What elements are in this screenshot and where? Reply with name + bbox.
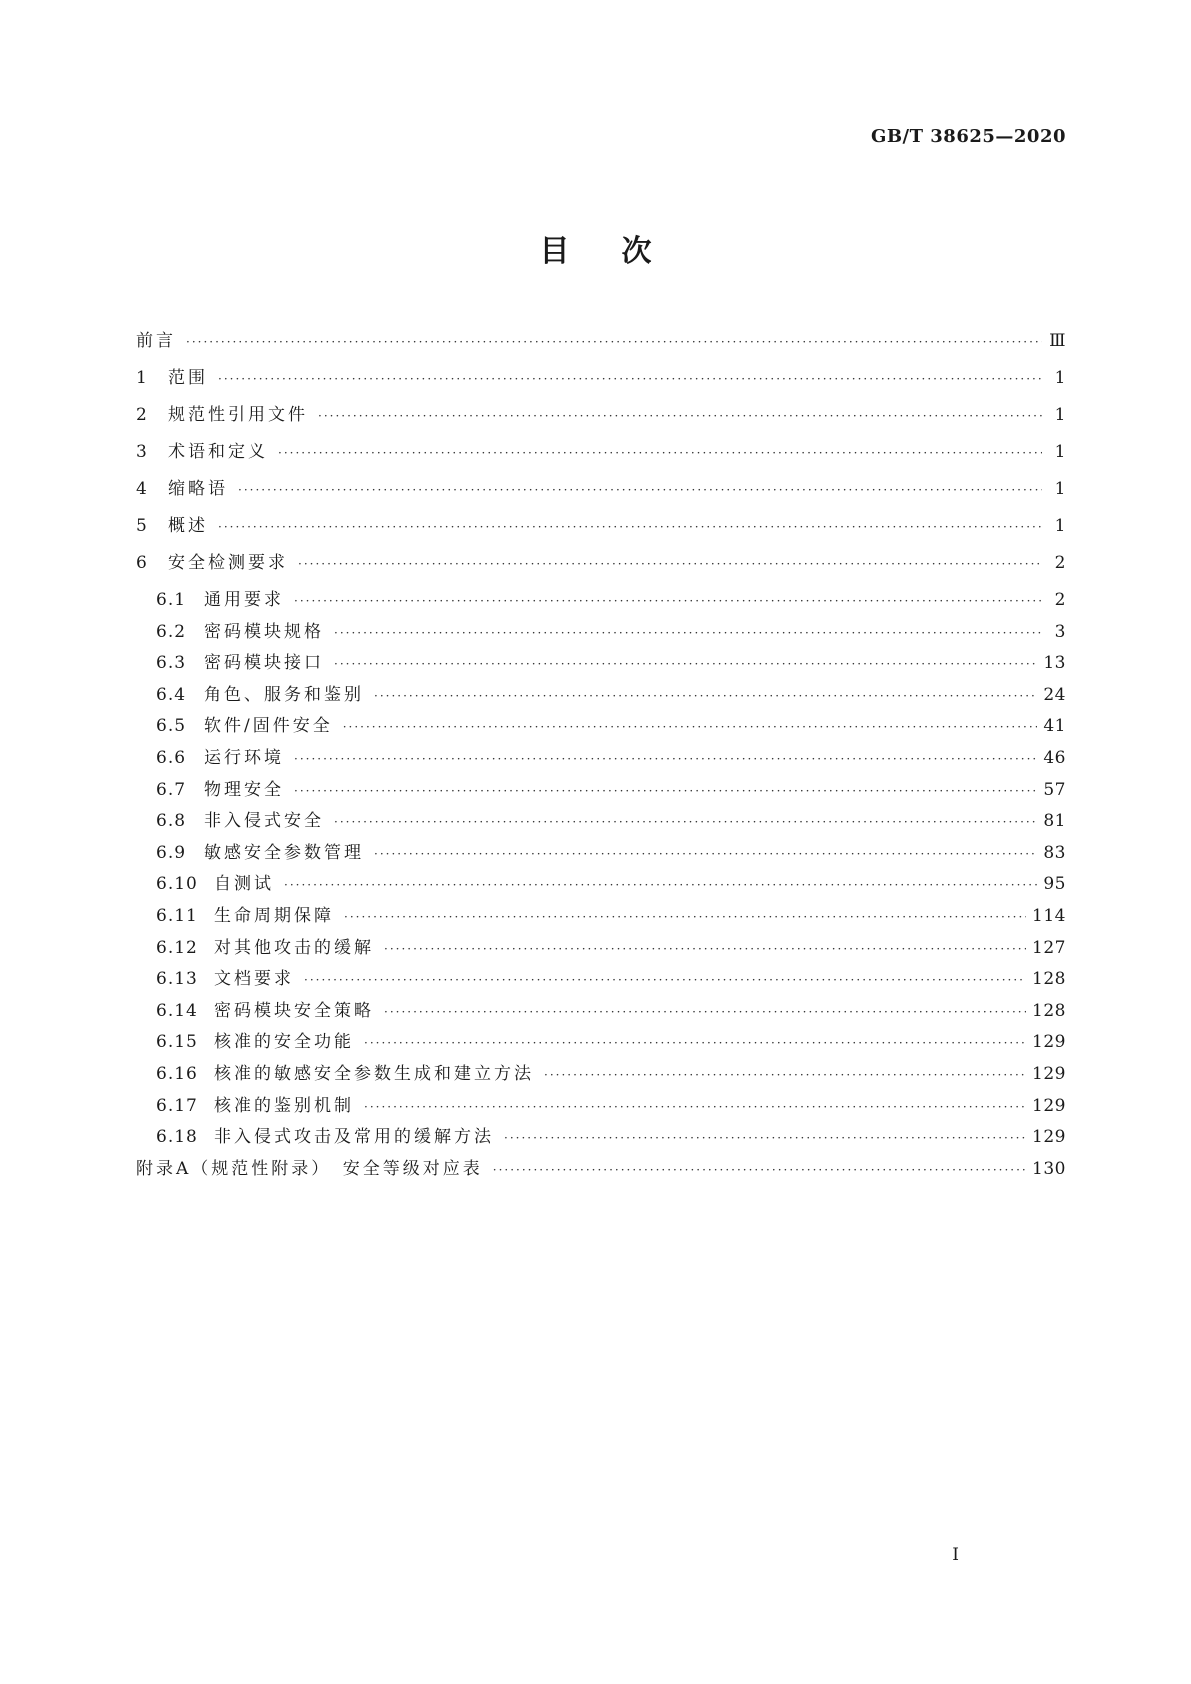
toc-entry-label: 缩略语 — [168, 479, 228, 499]
toc-entry-label: 安全检测要求 — [168, 553, 288, 573]
toc-entry[interactable] — [136, 869, 1066, 901]
toc-entry[interactable] — [136, 548, 1066, 585]
toc-entry-number: 3 — [136, 442, 148, 462]
toc-entry-page: 1 — [1054, 442, 1066, 462]
toc-dot-leader — [334, 657, 1037, 671]
toc-entry-number: 6.5 — [156, 716, 187, 737]
toc-entry-number: 6.17 — [156, 1095, 198, 1116]
toc-entry-number: 6.15 — [156, 1032, 198, 1053]
toc-entry[interactable] — [136, 1154, 1066, 1191]
toc-entry-number: 6.9 — [156, 842, 187, 863]
toc-entry-page: 41 — [1043, 716, 1066, 737]
toc-entry-label: 概述 — [168, 516, 208, 536]
toc-entry-heading — [136, 806, 324, 831]
toc-dot-leader — [294, 752, 1037, 766]
toc-entry-number: 6.3 — [156, 653, 187, 674]
toc-entry[interactable] — [136, 964, 1066, 996]
toc-entry[interactable] — [136, 326, 1066, 363]
toc-dot-leader — [343, 720, 1038, 734]
toc-dot-leader — [298, 557, 1042, 571]
toc-entry-heading — [136, 548, 288, 573]
toc-entry-label: 前言 — [136, 331, 176, 351]
toc-entry-label: 自测试 — [214, 874, 274, 895]
toc-entry-label: 角色、服务和鉴别 — [204, 684, 364, 705]
toc-entry-number: 6.2 — [156, 621, 187, 642]
toc-dot-leader — [218, 520, 1042, 534]
toc-entry-label: 文档要求 — [214, 969, 294, 990]
toc-entry[interactable] — [136, 933, 1066, 965]
toc-entry[interactable] — [136, 1091, 1066, 1123]
toc-entry-number: 6.16 — [156, 1063, 198, 1084]
toc-dot-leader — [544, 1068, 1026, 1082]
toc-entry[interactable] — [136, 400, 1066, 437]
toc-entry-page: Ⅲ — [1049, 331, 1066, 351]
toc-entry-number: 6.8 — [156, 811, 187, 832]
toc-entry[interactable] — [136, 680, 1066, 712]
toc-entry-number: 6.10 — [156, 874, 198, 895]
toc-entry-label: 规范性引用文件 — [168, 405, 308, 425]
toc-entry-number: 6.12 — [156, 937, 198, 958]
toc-entry-page: 1 — [1054, 516, 1066, 536]
toc-entry[interactable] — [136, 363, 1066, 400]
toc-entry-number: 1 — [136, 368, 148, 388]
toc-entry-number: 6.4 — [156, 684, 187, 705]
toc-entry-heading — [136, 901, 334, 926]
toc-entry[interactable] — [136, 996, 1066, 1028]
toc-entry-heading — [136, 1154, 483, 1179]
toc-dot-leader — [384, 942, 1026, 956]
toc-entry-number: 6.11 — [156, 905, 198, 926]
toc-entry[interactable] — [136, 617, 1066, 649]
page-number: I — [952, 1545, 959, 1565]
toc-entry-heading — [136, 964, 294, 989]
toc-entry-label: 对其他攻击的缓解 — [214, 937, 374, 958]
toc-entry[interactable] — [136, 1059, 1066, 1091]
toc-entry-page: 128 — [1032, 969, 1066, 990]
toc-entry[interactable] — [136, 711, 1066, 743]
toc-entry-page: 83 — [1043, 842, 1066, 863]
table-of-contents — [136, 326, 1066, 1191]
toc-entry-heading — [136, 680, 364, 705]
toc-dot-leader — [186, 335, 1042, 349]
toc-entry-page: 3 — [1054, 621, 1066, 642]
toc-entry-label: 非入侵式攻击及常用的缓解方法 — [214, 1127, 494, 1148]
toc-entry-page: 1 — [1054, 368, 1066, 388]
toc-entry-page: 129 — [1032, 1063, 1066, 1084]
toc-entry-heading — [136, 511, 208, 536]
toc-entry-heading — [136, 838, 364, 863]
toc-dot-leader — [278, 446, 1042, 460]
toc-entry-page: 114 — [1032, 905, 1066, 926]
toc-entry-page: 81 — [1043, 811, 1066, 832]
toc-entry-number: 6.14 — [156, 1000, 198, 1021]
toc-entry-heading — [136, 1059, 534, 1084]
toc-entry-heading — [136, 1091, 354, 1116]
toc-entry[interactable] — [136, 743, 1066, 775]
toc-entry-heading — [136, 363, 208, 388]
toc-entry-label: 非入侵式安全 — [204, 811, 324, 832]
toc-entry-heading — [136, 1027, 354, 1052]
toc-dot-leader — [238, 483, 1042, 497]
toc-entry-label: 生命周期保障 — [214, 905, 334, 926]
toc-entry[interactable] — [136, 437, 1066, 474]
toc-entry[interactable] — [136, 648, 1066, 680]
toc-entry-label: 敏感安全参数管理 — [204, 842, 364, 863]
toc-entry-label: 通用要求 — [204, 590, 284, 610]
toc-entry-label: 附录A（规范性附录） 安全等级对应表 — [136, 1158, 483, 1179]
toc-entry[interactable] — [136, 585, 1066, 617]
toc-dot-leader — [294, 784, 1037, 798]
toc-entry-page: 129 — [1032, 1095, 1066, 1116]
toc-dot-leader — [318, 409, 1042, 423]
toc-entry[interactable] — [136, 838, 1066, 870]
toc-entry-label: 核准的敏感安全参数生成和建立方法 — [214, 1063, 534, 1084]
toc-entry-number: 6.13 — [156, 969, 198, 990]
toc-entry-page: 1 — [1054, 479, 1066, 499]
toc-entry[interactable] — [136, 474, 1066, 511]
toc-entry-page: 129 — [1032, 1032, 1066, 1053]
standard-code: GB/T 38625—2020 — [870, 126, 1066, 147]
toc-entry-page: 13 — [1043, 653, 1066, 674]
toc-entry-page: 46 — [1043, 747, 1066, 768]
toc-entry-number: 6.1 — [156, 590, 187, 610]
toc-dot-leader — [384, 1005, 1026, 1019]
toc-dot-leader — [344, 910, 1026, 924]
toc-entry-number: 5 — [136, 516, 148, 536]
toc-entry-heading — [136, 775, 284, 800]
toc-entry-page: 95 — [1043, 874, 1066, 895]
toc-entry-number: 2 — [136, 405, 148, 425]
toc-dot-leader — [304, 973, 1026, 987]
toc-dot-leader — [294, 594, 1042, 608]
toc-entry-page: 57 — [1043, 779, 1066, 800]
toc-entry[interactable] — [136, 1122, 1066, 1154]
toc-dot-leader — [504, 1131, 1026, 1145]
toc-entry-label: 运行环境 — [204, 747, 284, 768]
toc-entry-page: 24 — [1043, 684, 1066, 705]
toc-entry-heading — [136, 585, 284, 610]
toc-entry-number: 4 — [136, 479, 148, 499]
toc-entry-label: 软件/固件安全 — [204, 716, 333, 737]
toc-entry[interactable] — [136, 775, 1066, 807]
toc-entry-label: 密码模块接口 — [204, 653, 324, 674]
toc-dot-leader — [284, 878, 1037, 892]
toc-dot-leader — [493, 1163, 1026, 1177]
toc-entry-number: 6.7 — [156, 779, 187, 800]
toc-entry-heading — [136, 1122, 494, 1147]
toc-entry-number: 6.18 — [156, 1127, 198, 1148]
toc-entry-number: 6.6 — [156, 747, 187, 768]
toc-entry-page: 127 — [1032, 937, 1066, 958]
toc-entry-page: 130 — [1032, 1158, 1066, 1179]
toc-entry-heading — [136, 933, 374, 958]
page-title: 目次 — [539, 234, 704, 269]
toc-entry[interactable] — [136, 806, 1066, 838]
toc-entry-page: 2 — [1054, 553, 1066, 573]
toc-entry-page: 1 — [1054, 405, 1066, 425]
toc-entry-page: 128 — [1032, 1000, 1066, 1021]
toc-dot-leader — [364, 1036, 1026, 1050]
toc-entry-heading — [136, 869, 274, 894]
toc-entry-number: 6 — [136, 553, 148, 573]
toc-dot-leader — [374, 689, 1037, 703]
toc-entry[interactable] — [136, 511, 1066, 548]
toc-dot-leader — [374, 847, 1037, 861]
toc-entry-heading — [136, 711, 333, 736]
toc-entry-label: 术语和定义 — [168, 442, 268, 462]
toc-entry-page: 129 — [1032, 1127, 1066, 1148]
toc-dot-leader — [364, 1100, 1026, 1114]
toc-entry-page: 2 — [1054, 590, 1066, 610]
toc-entry-heading — [136, 474, 228, 499]
toc-dot-leader — [334, 815, 1037, 829]
toc-entry-heading — [136, 326, 176, 351]
toc-entry-heading — [136, 617, 324, 642]
toc-dot-leader — [218, 372, 1042, 386]
toc-entry-label: 范围 — [168, 368, 208, 388]
toc-entry-label: 核准的鉴别机制 — [214, 1095, 354, 1116]
toc-dot-leader — [334, 626, 1042, 640]
toc-entry-label: 物理安全 — [204, 779, 284, 800]
toc-entry-heading — [136, 648, 324, 673]
toc-entry-heading — [136, 996, 374, 1021]
toc-entry-label: 核准的安全功能 — [214, 1032, 354, 1053]
toc-entry-heading — [136, 437, 268, 462]
toc-entry-heading — [136, 400, 308, 425]
toc-entry[interactable] — [136, 1027, 1066, 1059]
toc-entry-label: 密码模块安全策略 — [214, 1000, 374, 1021]
toc-entry-label: 密码模块规格 — [204, 621, 324, 642]
toc-entry-heading — [136, 743, 284, 768]
toc-entry[interactable] — [136, 901, 1066, 933]
